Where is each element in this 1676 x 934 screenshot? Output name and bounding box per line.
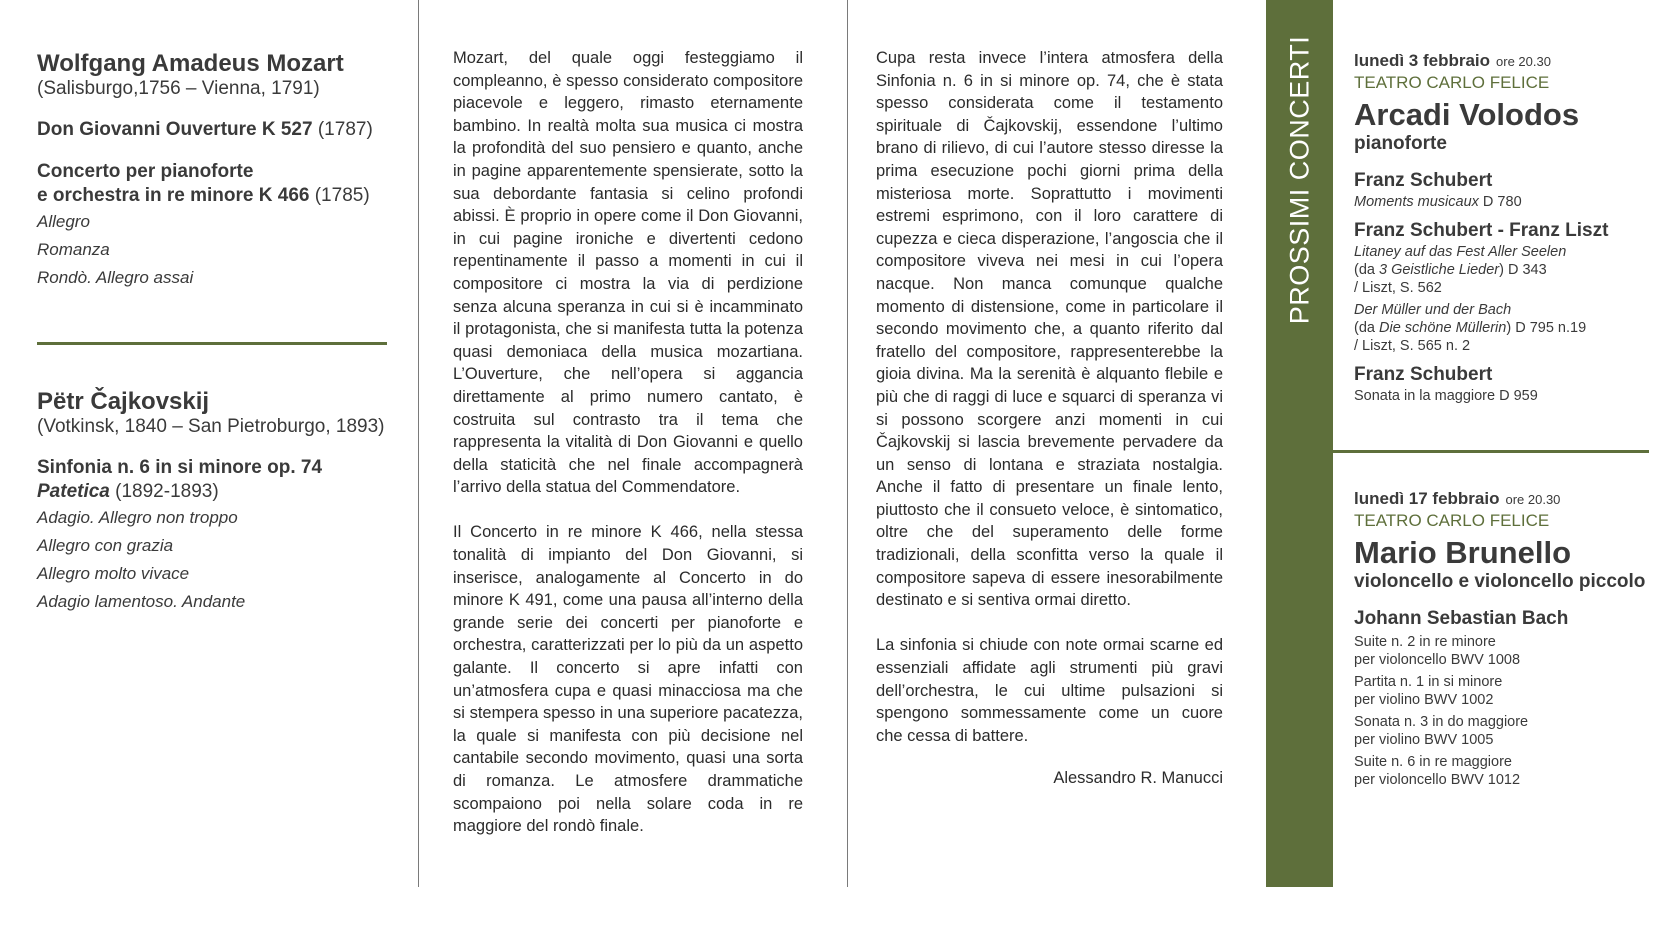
column-divider-2	[847, 0, 848, 887]
work-title-line: Concerto per pianoforte	[37, 161, 254, 182]
program-work: per violoncello BWV 1012	[1354, 772, 1521, 788]
artist-instrument: violoncello e violoncello piccolo	[1354, 571, 1646, 592]
work-year: (1787)	[317, 119, 373, 140]
program-column	[37, 0, 397, 887]
program-work: per violoncello BWV 1008	[1354, 652, 1521, 668]
work-title-italic: 3 Geistliche Lieder	[1379, 262, 1500, 278]
work-subtitle: Patetica	[37, 481, 110, 502]
work-title	[37, 480, 397, 504]
work-title-italic: Moments musicaux	[1354, 194, 1479, 210]
program-work: Suite n. 2 in re minore	[1354, 634, 1496, 650]
work-title-text: e orchestra in re minore K 466	[37, 185, 310, 206]
program-composer: Franz Schubert	[1354, 170, 1493, 191]
composer-name: Wolfgang Amadeus Mozart	[37, 50, 344, 77]
artist-name: Arcadi Volodos	[1354, 97, 1580, 132]
concert-day: lunedì 3 febbraio	[1354, 51, 1491, 70]
program-work: Suite n. 6 in re maggiore	[1354, 754, 1512, 770]
essay-paragraph: Mozart, del quale oggi festeggiamo il compleanno, è spesso considerato compositore piacevole e leggero, rimasto eternamente bambino. In realtà molta sua musica ci mostra la profondità del suo pensiero e quanto, anche in pagine apparentemente spensierate, sotto la sua debordante fantasia si celino profondi abissi. È proprio in opere come il Don Giovanni, in cui pagine ironiche e divertenti cedono repentinamente il passo a momenti in cui il compositore ci mostra la via di perdizione senza alcuna speranza in cui si è incamminato il protagonista, che si manifesta tutta la potenza quasi demoniaca della musica mozartiana. L’Ouverture, che nell’opera si aggancia direttamente al primo numero cantato, è costruita sul contrasto tra il tema che rappresenta la vitalità di Don Giovanni e quello della staticità che nel finale accompagnerà l’arrivo della statua del Commendatore.	[453, 49, 803, 497]
concert-venue: TEATRO CARLO FELICE	[1354, 73, 1550, 92]
movement: Allegro	[37, 212, 90, 231]
program-composer: Franz Schubert	[1354, 364, 1493, 385]
work-catalog: D 780	[1478, 194, 1522, 210]
work-text: ) D 343	[1499, 262, 1547, 278]
movement: Adagio lamentoso. Andante	[37, 592, 246, 611]
work-title	[37, 118, 397, 142]
program-composer: Johann Sebastian Bach	[1354, 608, 1569, 629]
work-title-italic: Der Müller und der Bach	[1354, 302, 1512, 318]
essay-paragraph: Cupa resta invece l’intera atmosfera della Sinfonia n. 6 in si minore op. 74, che è stata spesso considerata come il testamento spirituale di Čajkovskij, essendone l’ultimo brano di rilievo, di cui l’autore stesso diresse la prima esecuzione pochi giorni prima della misteriosa morte. Soprattutto i movimenti estremi esprimono, con il loro carattere di cupezza e cieca disperazione, l’angoscia che il compositore viveva nei mesi in cui l’opera nacque. Non manca comunque qualche momento di distensione, come in particolare il secondo movimento che, a quanto riferito dal fratello del compositore, rappresenterebbe la gioia divina. Ma la serenità è alquanto flebile e più che di raggi di luce e squarci di speranza vi si possono scorgere anzi momenti in cui Čajkovskij si lascia brevemente pervadere da un senso di lontana e straziata nostalgia. Anche il fatto di presentare un finale lento, piuttosto che il consueto veloce, è sintomatico, oltre che del superamento delle forme tradizionali, della sconfitta verso la quale il compositore sapeva di essere inesorabilmente destinato e si sentiva ormai diretto.	[876, 49, 1223, 610]
work-text: ) D 795 n.19	[1506, 320, 1587, 336]
program-work: Sonata in la maggiore D 959	[1354, 388, 1538, 404]
concert-time: ore 20.30	[1496, 54, 1551, 69]
column-divider-1	[418, 0, 419, 887]
artist-name: Mario Brunello	[1354, 535, 1572, 570]
work-text: (da	[1354, 320, 1379, 336]
work-year: (1892-1893)	[115, 481, 219, 502]
artist-instrument: pianoforte	[1354, 133, 1447, 154]
program-composer: Franz Schubert - Franz Liszt	[1354, 220, 1609, 241]
program-work: / Liszt, S. 562	[1354, 280, 1442, 296]
next-concerts-band	[1266, 0, 1333, 887]
program-work: Sonata n. 3 in do maggiore	[1354, 714, 1529, 730]
work-title-text: Don Giovanni Ouverture K 527	[37, 119, 313, 140]
work-title-italic: Die schöne Müllerin	[1379, 320, 1507, 336]
essay-column-2	[876, 47, 1223, 934]
concert-day: lunedì 17 febbraio	[1354, 489, 1500, 508]
essay-paragraph: La sinfonia si chiude con note ormai scarne ed essenziali affidate agli strumenti più gravi dell’orchestra, le cui ultime pulsazioni si spengono sommessamente come un cuore che cessa di battere.	[876, 636, 1223, 745]
work-title-line: Sinfonia n. 6 in si minore op. 74	[37, 457, 323, 478]
composer-dates: (Votkinsk, 1840 – San Pietroburgo, 1893)	[37, 416, 385, 437]
work-title	[37, 184, 397, 208]
movement: Allegro con grazia	[37, 536, 174, 555]
composer-dates: (Salisburgo,1756 – Vienna, 1791)	[37, 78, 320, 99]
movement: Adagio. Allegro non troppo	[37, 508, 238, 527]
program-work: per violino BWV 1002	[1354, 692, 1494, 708]
movement: Romanza	[37, 240, 110, 259]
work-title-italic: Litaney auf das Fest Aller Seelen	[1354, 244, 1567, 260]
section-divider	[37, 342, 387, 345]
essay-author: Alessandro R. Manucci	[1053, 769, 1223, 788]
essay-paragraph: Il Concerto in re minore K 466, nella stessa tonalità di impianto del Don Giovanni, si inserisce, analogamente al Concerto in do minore K 491, come una pausa all’interno della grande serie dei concerti per pianoforte e orchestra, caratterizzati per lo più da un aspetto galante. Il concerto si apre infatti con un’atmosfera cupa e quasi minacciosa ma che si stempera spesso in una superiore pacatezza, la quale si manifesta con più decisione nel cantabile secondo movimento, quasi una sorta di romanza. Le atmosfere drammatiche scompaiono poi nella solare coda in re maggiore del rondò finale.	[453, 523, 803, 836]
concert-time: ore 20.30	[1505, 492, 1561, 507]
concert-card	[1354, 488, 1664, 789]
concert-date	[1354, 488, 1664, 511]
mozart-section	[37, 50, 397, 292]
tchaikovsky-section	[37, 388, 397, 616]
work-year: (1785)	[314, 185, 370, 206]
work-text: (da	[1354, 262, 1379, 278]
program-work: Partita n. 1 in si minore	[1354, 674, 1503, 690]
movement: Allegro molto vivace	[37, 564, 190, 583]
concert-venue: TEATRO CARLO FELICE	[1354, 511, 1550, 530]
band-label: PROSSIMI CONCERTI	[1284, 35, 1314, 325]
composer-name: Pëtr Čajkovskij	[37, 388, 210, 415]
movement: Rondò. Allegro assai	[37, 268, 194, 287]
essay-column-1	[453, 47, 803, 934]
program-work: per violino BWV 1005	[1354, 732, 1494, 748]
program-work: / Liszt, S. 565 n. 2	[1354, 338, 1471, 354]
next-concerts-column-2	[1354, 0, 1664, 887]
